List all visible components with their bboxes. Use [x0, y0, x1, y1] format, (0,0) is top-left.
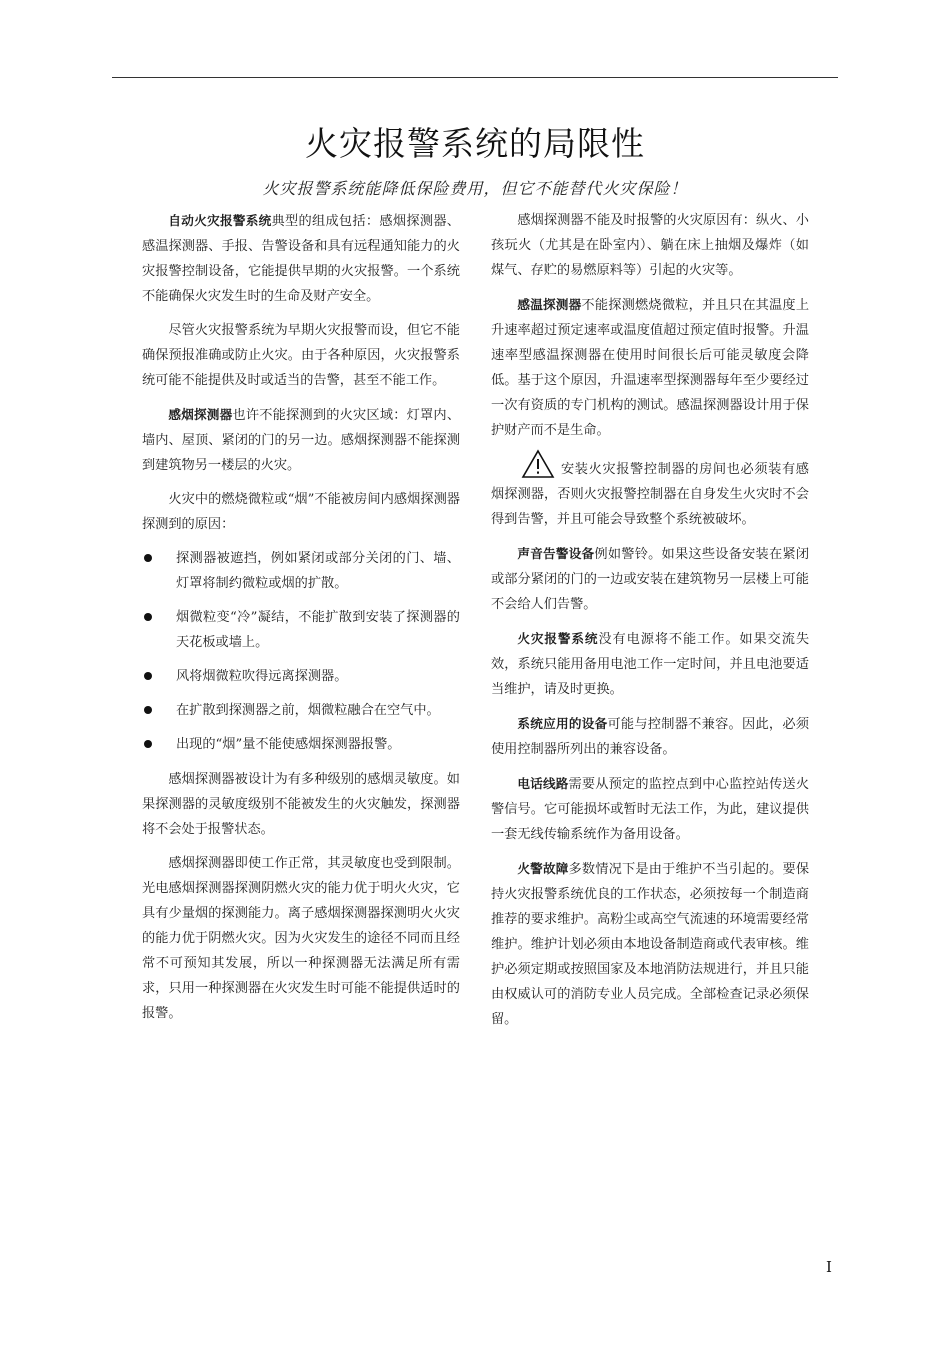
list-item: 出现的“烟”量不能使感烟探测器报警。 — [142, 732, 460, 757]
right-column — [491, 208, 809, 1041]
paragraph: 火灾报警系统没有电源将不能工作。如果交流失效，系统只能用备用电池工作一定时间，并且电池要适当维护，请及时更换。 — [491, 631, 810, 697]
paragraph: 尽管火灾报警系统为早期火灾报警而设，但它不能确保预报准确或防止火灾。由于各种原因，火灾报警系统可能不能提供及时或适当的告警，甚至不能工作。 — [142, 323, 460, 388]
paragraph: 火灾中的燃烧微粒或“烟”不能被房间内感烟探测器探测到的原因： — [142, 492, 460, 532]
bullet-icon — [144, 740, 152, 748]
paragraph: 感烟探测器即使工作正常，其灵敏度也受到限制。光电感烟探测器探测阴燃火灾的能力优于明火火灾，它具有少量烟的探测能力。离子感烟探测器探测明火火灾的能力优于阴燃火灾。因为火灾发生的途径不同而且经常不可预知其发展，所以一种探测器无法满足所有需求，只用一种探测器在火灾发生时可能不能提供适时的报警。 — [142, 856, 460, 1021]
lead-term: 电话线路 — [517, 776, 569, 791]
header-rule — [112, 77, 838, 78]
paragraph: 电话线路需要从预定的监控点到中心监控站传送火警信号。它可能损坏或暂时无法工作，为此，建议提供一套无线传输系统作为备用设备。 — [491, 776, 810, 842]
paragraph: 感烟探测器不能及时报警的火灾原因有：纵火、小孩玩火（尤其是在卧室内）、躺在床上抽烟及爆炸（如煤气、存贮的易燃原料等）引起的火灾等。 — [491, 213, 809, 278]
warning-triangle-icon — [521, 449, 555, 479]
bullet-icon — [144, 672, 152, 680]
paragraph: 感烟探测器被设计为有多种级别的感烟灵敏度。如果探测器的灵敏度级别不能被发生的火灾触发，探测器将不会处于报警状态。 — [142, 772, 460, 837]
page-title: 火灾报警系统的局限性 — [305, 124, 645, 163]
warning-text: 安装火灾报警控制器的房间也必须装有感烟探测器，否则火灾报警控制器在自身发生火灾时不会得到告警，并且可能会导致整个系统被破坏。 — [491, 462, 809, 527]
paragraph: 感温探测器不能探测燃烧微粒，并且只在其温度上升速率超过预定速率或温度值超过预定值时报警。升温速率型感温探测器在使用时间很长后可能灵敏度会降低。基于这个原因，升温速率型探测器每年至少要经过一次有资质的专门机构的测试。感温探测器设计用于保护财产而不是生命。 — [491, 297, 810, 438]
paragraph: 自动火灾报警系统典型的组成包括：感烟探测器、感温探测器、手报、告警设备和具有远程通知能力的火灾报警控制设备，它能提供早期的火灾报警。一个系统不能确保火灾发生时的生命及财产安全。 — [142, 213, 460, 304]
list-item: 烟微粒变“冷”凝结，不能扩散到安装了探测器的天花板或墙上。 — [142, 605, 460, 655]
bullet-icon — [144, 613, 152, 621]
lead-term: 系统应用的设备 — [517, 716, 608, 731]
bullet-list — [142, 546, 460, 757]
warning-note — [491, 457, 809, 532]
bullet-icon — [144, 706, 152, 714]
lead-term: 声音告警设备 — [517, 546, 595, 561]
lead-term: 感烟探测器 — [168, 407, 233, 422]
list-item: 在扩散到探测器之前，烟微粒融合在空气中。 — [142, 698, 460, 723]
paragraph: 感烟探测器也许不能探测到的火灾区域：灯罩内、墙内、屋顶、紧闭的门的另一边。感烟探测器不能探测到建筑物另一楼层的火灾。 — [142, 407, 461, 473]
lead-term: 感温探测器 — [517, 297, 582, 312]
paragraph: 火警故障多数情况下是由于维护不当引起的。要保持火灾报警系统优良的工作状态，必须按每一个制造商推荐的要求维护。高粉尘或高空气流速的环境需要经常维护。维护计划必须由本地设备制造商或代表审核。维护必须定期或按照国家及本地消防法规进行，并且只能由权威认可的消防专业人员完成。全部检查记录必须保留。 — [491, 861, 810, 1027]
left-column — [142, 208, 460, 1035]
list-item: 风将烟微粒吹得远离探测器。 — [142, 664, 460, 689]
paragraph: 系统应用的设备可能与控制器不兼容。因此，必须使用控制器所列出的兼容设备。 — [491, 716, 810, 757]
lead-term: 自动火灾报警系统 — [168, 213, 272, 228]
page-subtitle: 火灾报警系统能降低保险费用，但它不能替代火灾保险！ — [262, 179, 688, 198]
bullet-icon — [144, 554, 152, 562]
lead-term: 火灾报警系统 — [517, 631, 599, 646]
lead-term: 火警故障 — [517, 861, 569, 876]
list-item: 探测器被遮挡，例如紧闭或部分关闭的门、墙、灯罩将制约微粒或烟的扩散。 — [142, 546, 460, 596]
page-number: I — [826, 1258, 832, 1276]
paragraph: 声音告警设备例如警铃。如果这些设备安装在紧闭或部分紧闭的门的一边或安装在建筑物另一层楼上可能不会给人们告警。 — [491, 546, 810, 612]
